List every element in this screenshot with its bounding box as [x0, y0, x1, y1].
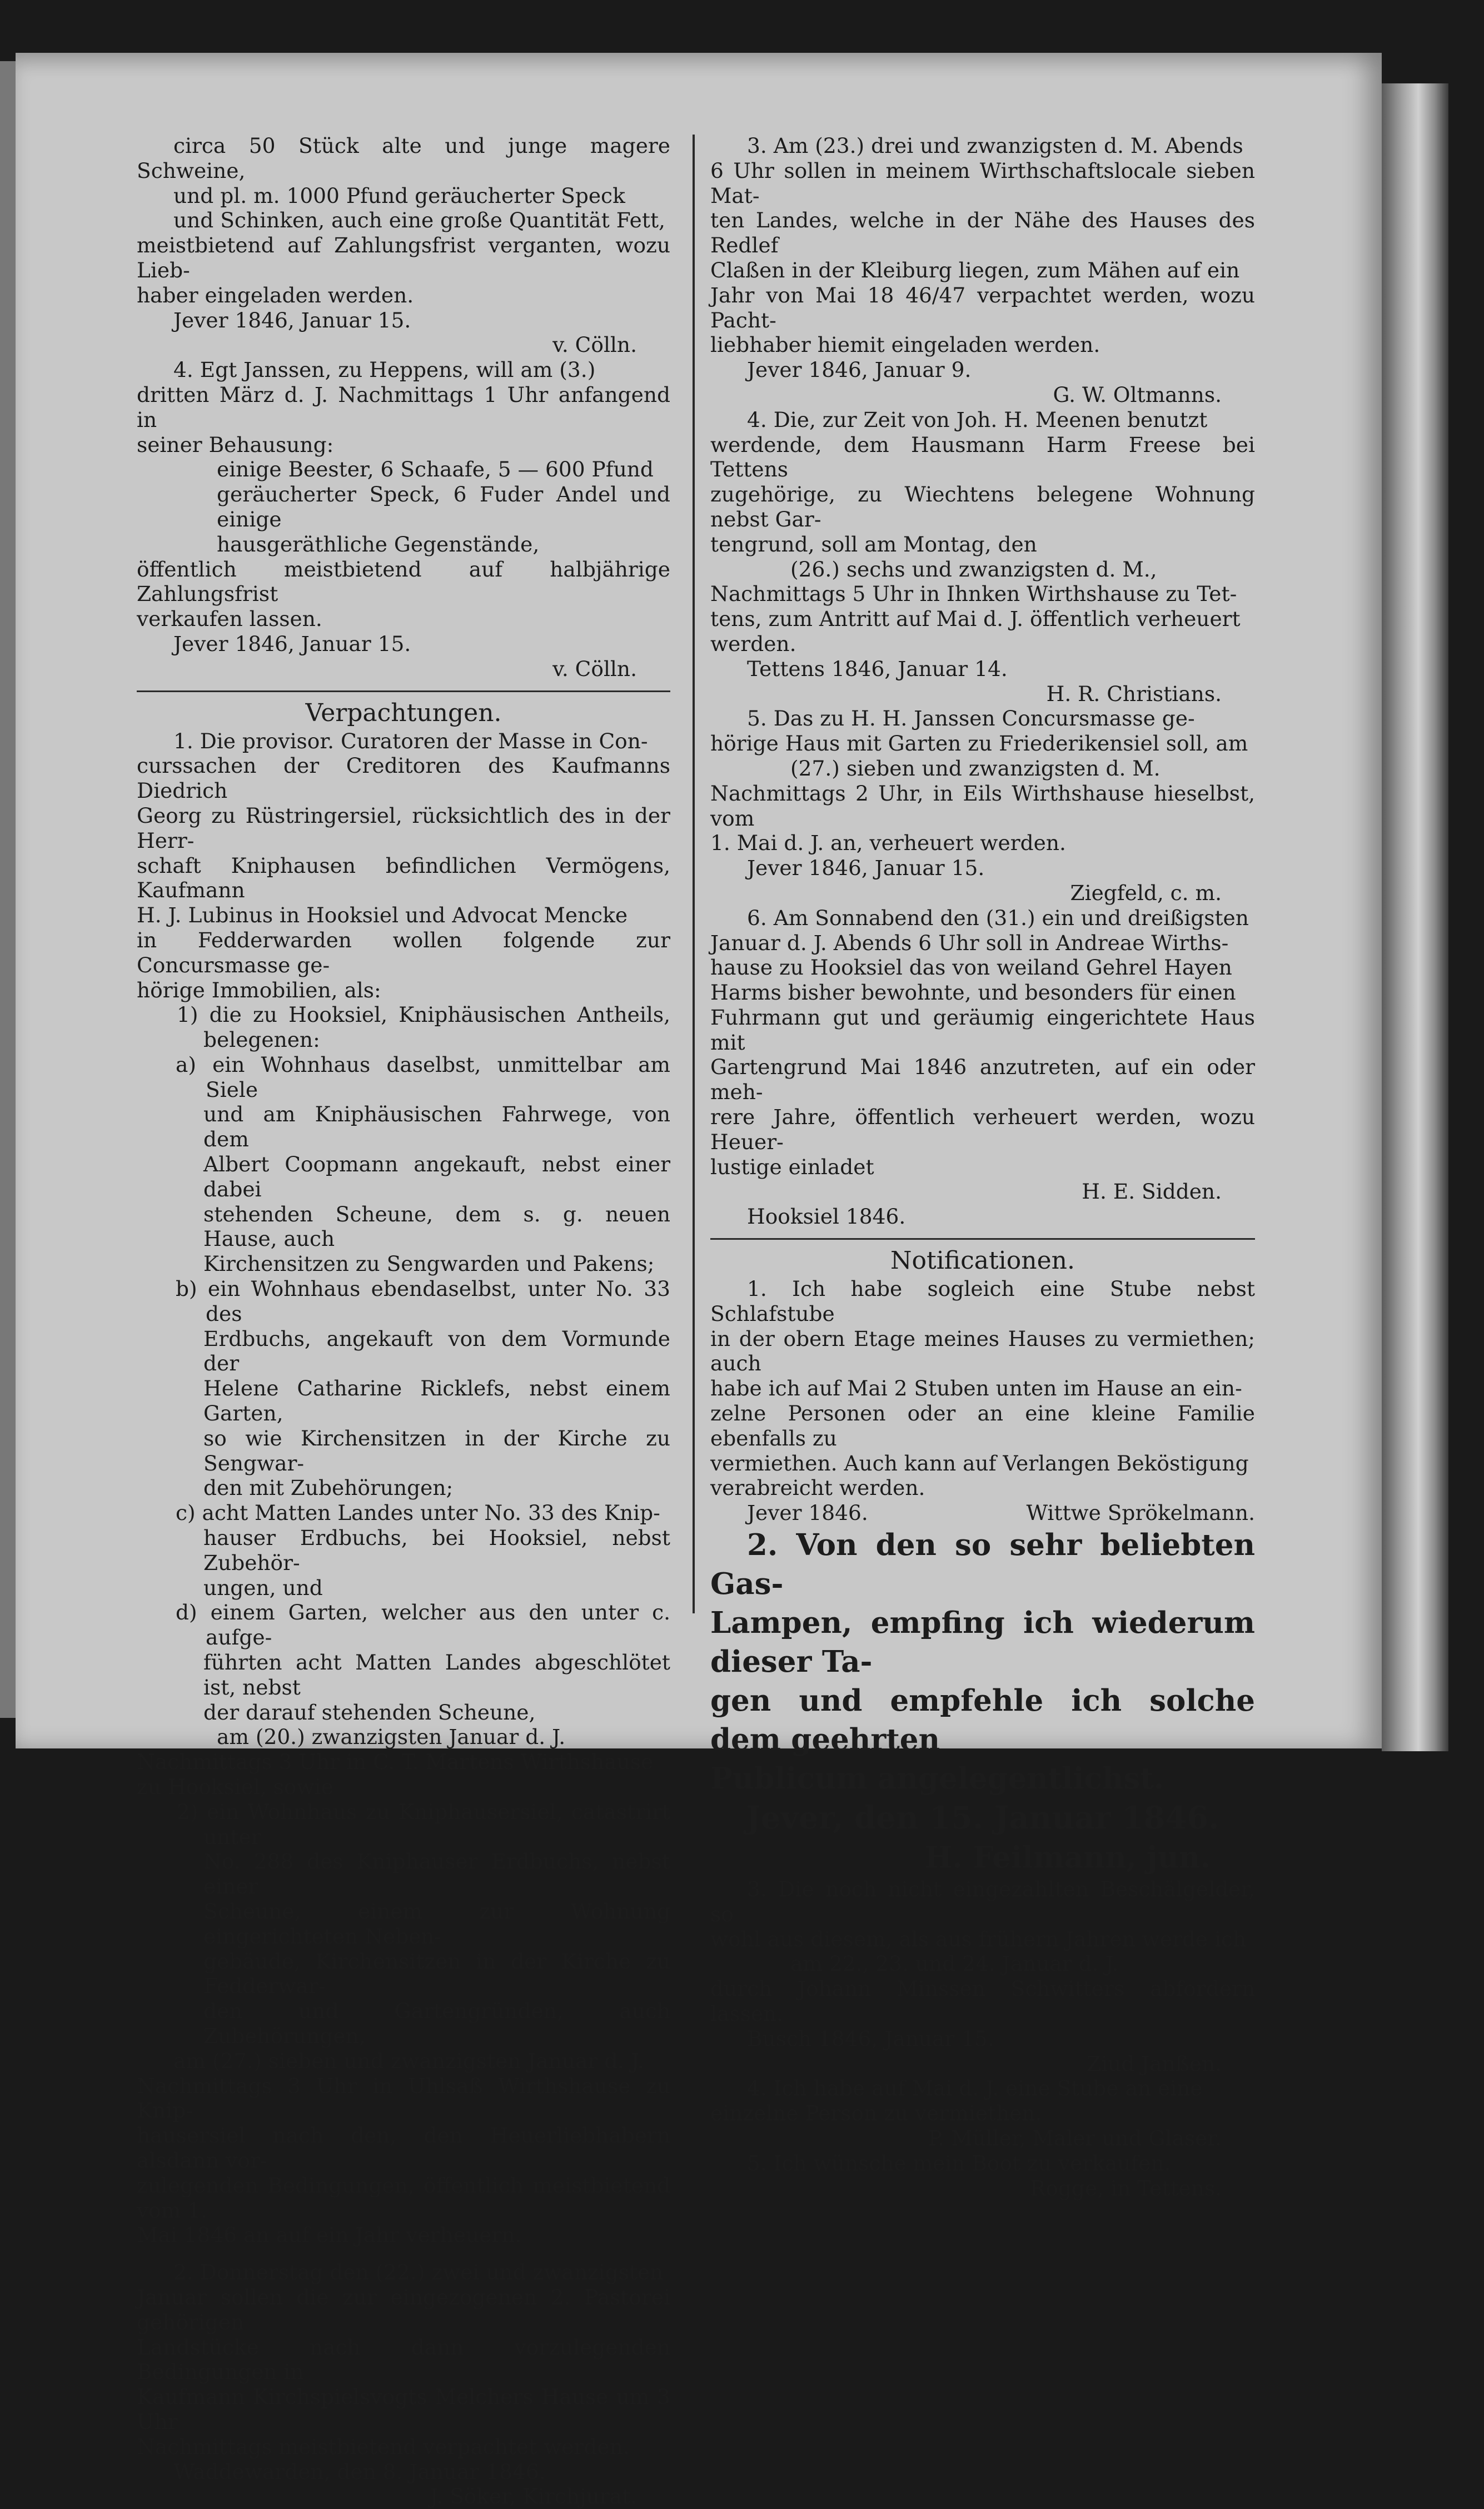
- text-line: und Schinken, auch eine große Quantität Fett,: [173, 208, 665, 233]
- text-line: 3. Am (23.) drei und zwanzigsten d. M. Abends: [747, 133, 1243, 158]
- text-line: einzelne Person zu vermiethen.: [710, 2101, 1042, 2126]
- notice-signature: v. Cölln.: [552, 656, 637, 681]
- section-rule: [710, 1238, 1255, 1240]
- text-line: haber eingeladen werden.: [137, 282, 414, 307]
- text-line: curssachen der Creditoren des Kaufmanns Diedrich: [137, 753, 670, 803]
- list-item: d) einem Garten, welcher aus den unter c. aufge-: [176, 1600, 670, 1650]
- text-line: verkaufen lassen.: [137, 607, 322, 632]
- text-line: geräucherter Speck, 6 Fuder Andel und einige: [217, 482, 670, 531]
- notice-signature: H. E. Sidden.: [1082, 1179, 1222, 1204]
- text-line: lustige einladet: [710, 1154, 874, 1179]
- notice-date: Waddewarden, den 8. Januar 1846.: [173, 2459, 546, 2484]
- text-line: den und Gartengründen, auch Zubehörungen,: [203, 1999, 670, 2048]
- advert-line: Publicum angelegentlichst.: [710, 1761, 1164, 1796]
- text-line: ten Landes, welche in der Nähe des Hauses des Redlef: [710, 208, 1255, 258]
- text-line: führten acht Matten Landes abgeschlötet ist, nebst: [203, 1650, 670, 1700]
- advert-line: Lampen, empfing ich wiederum dieser Ta-: [710, 1606, 1255, 1680]
- text-line: Januar sollen die zur eingezogenen 2. Pastorei gehörigen: [137, 2284, 670, 2334]
- text-line: 2. Donnerstag den (22.) zwei und zwanzigsten: [173, 2260, 664, 2285]
- text-line: zugehörige, zu Wiechtens belegene Wohnung nebst Gar-: [710, 482, 1255, 531]
- text-line: Harms bisher bewohnte, und besonders für einen: [710, 980, 1236, 1005]
- text-line: am (20.) zwanzigsten Januar d. J.: [217, 1725, 566, 1750]
- advert-line: gen und empfehle ich solche dem geehrten: [710, 1683, 1255, 1757]
- notice-signature: P. Müller, Maler und Glaser.: [928, 2126, 1222, 2150]
- text-line: der darauf stehenden Scheune,: [203, 1700, 536, 1725]
- notice-signature: H. Feilmann, jun.: [924, 1840, 1211, 1875]
- notice-signature: Ziegfeld, c. m.: [1070, 880, 1222, 905]
- text-line: 5. Ich wünsche mein Boot zu verkaufen.: [747, 2150, 1171, 2175]
- notice-janssen: [137, 357, 670, 681]
- notice-signature: Wittwe Sprökelmann.: [1026, 1501, 1255, 1526]
- notice-date: Jever 1846, Januar 15.: [173, 307, 411, 332]
- notice-mueller: [710, 2076, 1255, 2150]
- text-line: hörige Haus mit Garten zu Friederikensiel soll, am: [710, 731, 1248, 756]
- text-line: 5. Das zu H. H. Janssen Concursmasse ge-: [747, 706, 1195, 731]
- text-line: schaft Kniphausen befindlichen Vermögens, Kaufmann: [137, 853, 670, 903]
- text-line: seiner Behausung:: [137, 432, 334, 457]
- text-line: verabreicht werden.: [710, 1475, 925, 1501]
- text-line: Helene Catharine Ricklefs, nebst einem Garten,: [203, 1376, 670, 1426]
- text-line: Gartengrund Mai 1846 anzutreten, auf ein oder meh-: [710, 1055, 1255, 1105]
- section-rule: [137, 690, 670, 692]
- book-spine: [1382, 83, 1448, 1751]
- notice-christians: [710, 408, 1255, 707]
- text-line: 4. Ich habe auf Mai d. J. eine Stube an eine: [747, 2076, 1203, 2101]
- list-item: a) ein Wohnhaus daselbst, unmittelbar am Siele: [176, 1052, 670, 1102]
- text-line: dritten März d. J. Nachmittags 1 Uhr anfangend in: [137, 382, 670, 432]
- notice-rogge: [710, 2151, 1255, 2201]
- text-line: Erdbuchs, angekauft von dem Vormunde der: [203, 1326, 670, 1376]
- text-line: Nachmittags 2 Uhr, in Eils Wirthshause hieselbst, vom: [710, 781, 1255, 831]
- text-line: zu Hooksiel, sowie: [137, 1775, 333, 1799]
- left-column: [137, 133, 670, 2509]
- text-line: hörige Immobilien, als:: [137, 977, 381, 1002]
- text-line: so wie Kirchensitzen in der Kirche zu Sengwar-: [203, 1425, 670, 1475]
- notice-signature: J. Söker, Kirchjurat.: [430, 2484, 637, 2509]
- text-line: tengrund, soll am Montag, den: [710, 531, 1037, 557]
- notice-signature: Rogge, in Tettens.: [1030, 2175, 1222, 2200]
- text-line: Jahr von Mai 18 46/47 verpachtet werden, wozu Pacht-: [710, 282, 1255, 332]
- text-line: circa 50 Stück alte und junge magere Schweine,: [137, 133, 670, 183]
- text-line: habe ich auf Mai 2 Stuben unten im Hause an ein-: [710, 1376, 1242, 1401]
- list-item: b) ein Wohnhaus ebendaselbst, unter No. 33 des: [176, 1276, 670, 1326]
- notice-sprokelmann: [710, 1276, 1255, 1526]
- text-line: einige Beester, 6 Schaafe, 5 — 600 Pfund: [217, 457, 654, 482]
- notice-date: Jever 1846.: [747, 1501, 868, 1526]
- text-line: vermiethen. Auch kann auf Verlangen Beköstigung: [710, 1450, 1249, 1475]
- text-line: hauser Erdbuchs, bei Hooksiel, nebst Zubehör-: [203, 1526, 670, 1575]
- text-line: Kirchensitzen zu Sengwarden und Pakens;: [203, 1251, 655, 1276]
- text-line: Nachmittags 3 Uhr in Uhlsaß Wirthshause zu Knip-: [137, 2073, 670, 2123]
- text-line: am 22., 23. und 24. Januar d. J.: [790, 1951, 1119, 1976]
- list-item: 2) ein Wohnhaus zu Kniphausersiel, catastrirt unter: [177, 1799, 670, 1849]
- text-line: (27.) sieben und zwanzigsten d. M.: [790, 756, 1161, 781]
- notice-pastorei: [137, 2260, 670, 2509]
- text-line: Landstücke nach dann vorzulegenden Bedingungen in: [137, 2334, 670, 2384]
- notice-sidden: [710, 906, 1255, 1229]
- text-line: Georg zu Rüstringersiel, rücksichtlich des in der Herr-: [137, 803, 670, 853]
- right-column: [710, 133, 1255, 2200]
- text-line: hausersiel nach den, den Heuerliebhabern alsdann vor-: [137, 2123, 670, 2173]
- text-line: 4. Die, zur Zeit von Joh. H. Meenen benutzt: [747, 407, 1208, 432]
- text-line: hause zu Hooksiel das von weiland Gehrel Hayen: [710, 955, 1232, 980]
- text-line: 1. Die provisor. Curatoren der Masse in Con-: [173, 728, 648, 753]
- text-line: Albert Coopmann angekauft, nebst einer dabei: [203, 1152, 670, 1201]
- notice-date: Busch 1846, Januar 15.: [747, 2026, 994, 2051]
- text-line: 6 Uhr sollen in meinem Wirthschaftslocale sieben Mat-: [710, 158, 1255, 208]
- text-line: Nachmittags meistbietend verpachtet werden.: [137, 2434, 630, 2459]
- notice-date: Tettens 1846, Januar 14.: [747, 656, 1008, 681]
- notice-beschaelgelder: [710, 1877, 1255, 2076]
- text-line: und am Kniphäusischen Fahrwege, von dem: [203, 1102, 670, 1152]
- text-line: stehenden Scheune, dem s. g. neuen Hause, auch: [203, 1201, 670, 1251]
- text-line: durch Johann Minssen Schwitters abfordern lassen.: [710, 1976, 1255, 2026]
- text-line: den mit Zubehörungen;: [203, 1475, 454, 1501]
- list-item: 1) die zu Hooksiel, Kniphäusischen Antheils, belegenen:: [177, 1002, 670, 1052]
- text-line: Januar d. J. Abends 6 Uhr soll in Andreae Wirths-: [710, 930, 1229, 955]
- text-line: und pl. m. 1000 Pfund geräucherter Speck: [173, 183, 625, 208]
- text-line: 1. Mai d. J. an, verheuert werden.: [710, 831, 1066, 856]
- text-line: in der obern Etage meines Hauses zu vermiethen; auch: [710, 1326, 1255, 1376]
- text-line: am (27.) sieben und zwanzigsten Januar d. J.: [173, 2048, 645, 2073]
- text-line: H. J. Lubinus in Hooksiel und Advocat Mencke: [137, 903, 628, 928]
- notice-signature: G. W. Oltmanns.: [1053, 382, 1222, 407]
- text-line: Fuhrmann gut und geräumig eingerichtete Haus mit: [710, 1005, 1255, 1055]
- text-line: in Fedderwarden wollen folgende zur Concursmasse ge-: [137, 927, 670, 977]
- text-line: Kaufmann Kirchspielsvogts Melchers Hause um 3 Uhr: [137, 2384, 670, 2434]
- notice-oltmanns: [710, 133, 1255, 408]
- notice-signature: v. Cölln.: [552, 332, 637, 357]
- text-line: Mai 1846 an auf ein Jahr verheuern.: [137, 2223, 522, 2248]
- text-line: tens, zum Antritt auf Mai d. J. öffentlich verheuert: [710, 607, 1241, 632]
- notice-feilmann: [710, 1526, 1255, 1877]
- notice-date: Jever 1846, Januar 15.: [747, 856, 985, 881]
- text-line: ungen, und: [203, 1575, 323, 1600]
- section-heading-notificationen: Notificationen.: [890, 1246, 1075, 1275]
- text-line: hausgeräthliche Gegenstände,: [217, 531, 540, 557]
- text-line: 6. Am Sonnabend den (31.) ein und dreißigsten: [747, 905, 1249, 930]
- advert-date-line: Jever, den 15. Januar 1846.: [746, 1800, 1219, 1837]
- notice-ziegfeld: [710, 706, 1255, 905]
- text-line: wohl aus diesem, als aus frühern Jahren werde ich: [710, 1926, 1247, 1951]
- notice-signature: Ziud Janßen.: [1087, 2051, 1222, 2076]
- text-line: zulegenden Bedingungen, öffentlich meistbietend vom 1.: [137, 2173, 670, 2223]
- text-line: Nachmittags 3 Uhr in C. T. Martens Wirthshause: [137, 1750, 654, 1775]
- section-heading-verpachtungen: Verpachtungen.: [305, 698, 502, 727]
- notice-date: Jever 1846, Januar 9.: [747, 357, 972, 382]
- text-line: rere Jahre, öffentlich verheuert werden, wozu Heuer-: [710, 1105, 1255, 1154]
- text-line: werden.: [710, 631, 796, 656]
- text-line: werdende, dem Hausmann Harm Freese bei Tettens: [710, 432, 1255, 482]
- notice-date: Jever 1846, Januar 15.: [173, 631, 411, 656]
- text-line: No. 288 des Kniphauser Erdbuchs, nebst einer: [203, 1849, 670, 1899]
- text-line: Scheune, einem zur Wohnung eingerichteten Neben-: [203, 1899, 670, 1949]
- notice-schweine: [137, 133, 670, 357]
- notice-signature: H. R. Christians.: [1046, 681, 1222, 706]
- text-line: öffentlich meistbietend auf halbjährige Zahlungsfrist: [137, 557, 670, 607]
- advert-line: 2. Von den so sehr beliebten Gas-: [710, 1528, 1255, 1602]
- text-line: Nachmittags 5 Uhr in Ihnken Wirthshause zu Tet-: [710, 582, 1237, 607]
- text-line: liebhaber hiemit eingeladen werden.: [710, 332, 1100, 357]
- text-line: (26.) sechs und zwanzigsten d. M.,: [790, 557, 1157, 582]
- list-item: c) acht Matten Landes unter No. 33 des Knip-: [176, 1501, 660, 1526]
- text-line: 3. Die noch nicht eingezahlten Beschälgelder, so: [710, 1877, 1255, 1926]
- notice-date: Hooksiel 1846.: [747, 1204, 906, 1229]
- column-divider: [693, 135, 695, 1613]
- text-line: gebäude, Kirchensitzen in der Kirche zu Fedderwar-: [203, 1949, 670, 1999]
- text-line: meistbietend auf Zahlungsfrist verganten, wozu Lieb-: [137, 233, 670, 282]
- notice-curatoren: [137, 729, 670, 2248]
- text-line: 1. Ich habe sogleich eine Stube nebst Schlafstube: [710, 1276, 1255, 1326]
- text-line: 4. Egt Janssen, zu Heppens, will am (3.): [173, 357, 596, 382]
- text-line: Claßen in der Kleiburg liegen, zum Mähen auf ein: [710, 257, 1240, 282]
- text-line: zelne Personen oder an eine kleine Familie ebenfalls zu: [710, 1401, 1255, 1450]
